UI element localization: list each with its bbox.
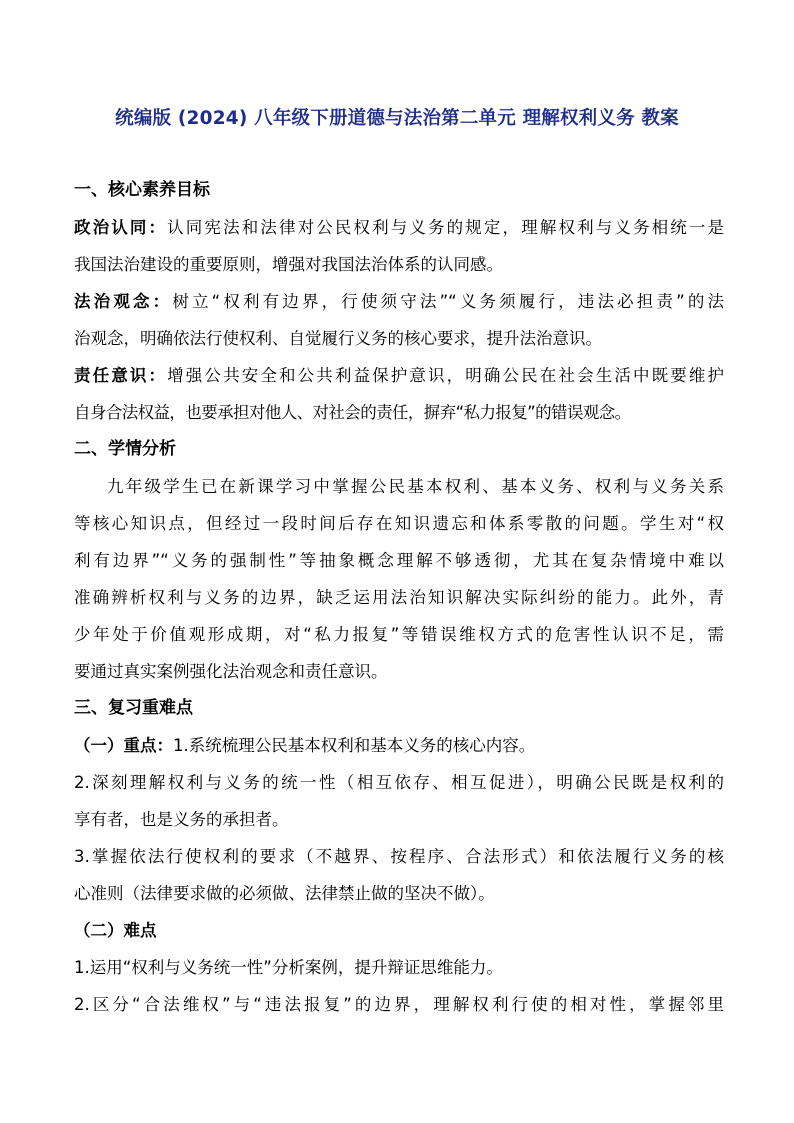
responsibility-label: 责任意识：: [74, 366, 168, 385]
section-core-literacy: [74, 172, 724, 1023]
responsibility-text: 增强公共安全和公共利益保护意识，明确公民在社会生活中既要维护: [167, 366, 725, 385]
key-points-label: （一）重点：: [74, 736, 173, 755]
paragraph-line: 享有者，也是义务的承担者。: [74, 810, 289, 829]
paragraph-line: [74, 283, 724, 320]
paragraph-line: 2.区分“合法维权”与“违法报复”的边界，理解权利行使的相对性，掌握邻里: [74, 995, 724, 1014]
section-heading: 一、核心素养目标: [74, 180, 210, 200]
paragraph-line: [74, 209, 724, 246]
political-label: 政治认同：: [74, 218, 168, 237]
legal-label: 法治观念：: [74, 292, 173, 311]
paragraph-line: 利有边界”“义务的强制性”等抽象概念理解不够透彻，尤其在复杂情境中难以: [74, 551, 724, 570]
paragraph-line: 自身合法权益，也要承担对他人、对社会的责任，摒弃“私力报复”的错误观念。: [74, 403, 631, 422]
political-text: 认同宪法和法律对公民权利与义务的规定，理解权利与义务相统一是: [167, 218, 725, 237]
paragraph-line: 治观念，明确依法行使权利、自觉履行义务的核心要求，提升法治意识。: [74, 329, 602, 348]
paragraph-line: 2.深刻理解权利与义务的统一性（相互依存、相互促进），明确公民既是权利的: [74, 773, 724, 792]
paragraph-line: 3.掌握依法行使权利的要求（不越界、按程序、合法形式）和依法履行义务的核: [74, 847, 724, 866]
paragraph-line: 准确辨析权利与义务的边界，缺乏运用法治知识解决实际纠纷的能力。此外，青: [74, 588, 724, 607]
section-heading: 二、学情分析: [74, 439, 176, 459]
key-item-1: 1.系统梳理公民基本权利和基本义务的核心内容。: [173, 736, 536, 755]
paragraph-line: 心准则（法律要求做的必须做、法律禁止做的坚决不做）。: [74, 884, 495, 903]
paragraph-line: 我国法治建设的重要原则，增强对我国法治体系的认同感。: [74, 255, 503, 274]
paragraph-line: [74, 727, 724, 764]
legal-text: 树立“权利有边界，行使须守法”“义务须履行，违法必担责”的法: [172, 292, 724, 311]
paragraph-line: 九年级学生已在新课学习中掌握公民基本权利、基本义务、权利与义务关系: [107, 477, 724, 496]
paragraph-line: 1.运用“权利与义务统一性”分析案例，提升辩证思维能力。: [74, 958, 503, 977]
paragraph-line: 少年处于价值观形成期，对“私力报复”等错误维权方式的危害性认识不足，需: [74, 625, 724, 644]
paragraph-line: 等核心知识点，但经过一段时间后存在知识遗忘和体系零散的问题。学生对“权: [74, 514, 724, 533]
paragraph-line: 要通过真实案例强化法治观念和责任意识。: [74, 662, 388, 681]
document-title: 统编版 (2024) 八年级下册道德与法治第二单元 理解权利义务 教案: [115, 108, 679, 129]
section-heading: 三、复习重难点: [74, 698, 193, 718]
difficult-points-label: （二）难点: [74, 921, 157, 940]
paragraph-line: [74, 357, 724, 394]
